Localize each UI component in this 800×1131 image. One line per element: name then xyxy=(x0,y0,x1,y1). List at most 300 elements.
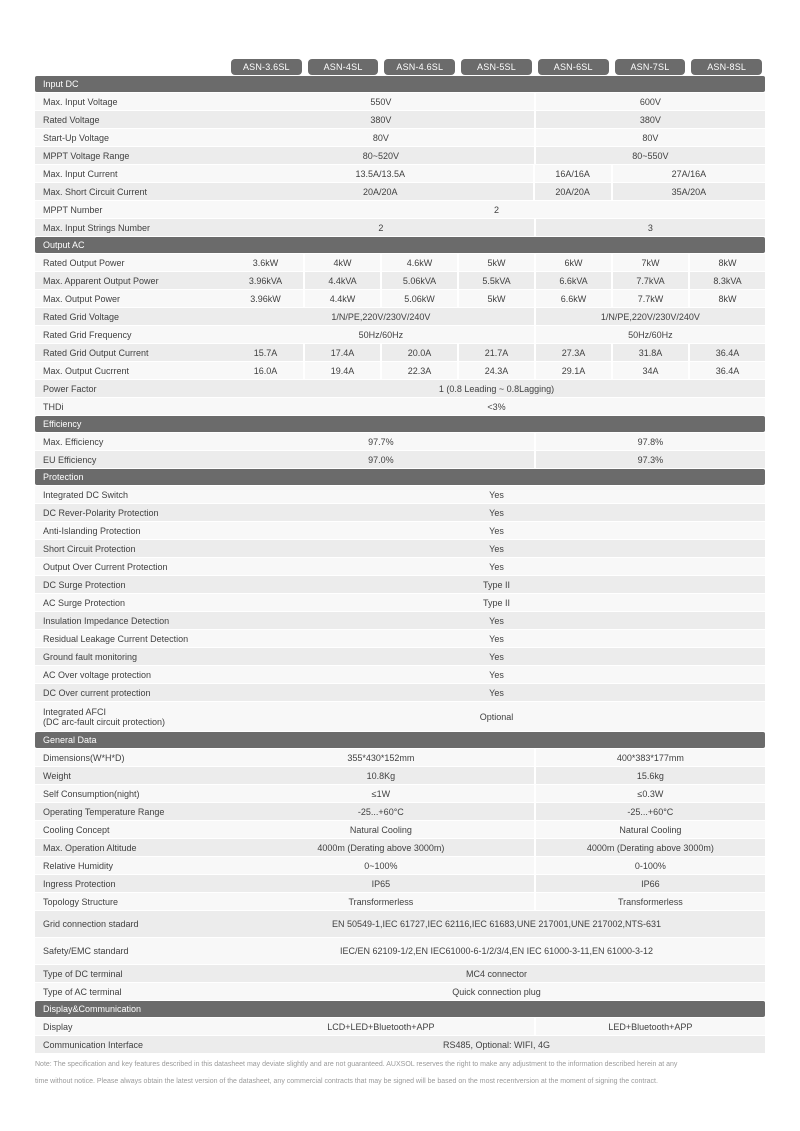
row-label xyxy=(35,558,228,575)
value-cell: 3 xyxy=(534,219,765,236)
row-label-text: Safety/EMC standard xyxy=(43,946,129,956)
row-values xyxy=(228,630,765,647)
value-cell: 20.0A xyxy=(380,344,457,361)
section-header: Display&Communication xyxy=(35,1001,765,1017)
spec-row xyxy=(35,451,765,469)
value-cell: 1/N/PE,220V/230V/240V xyxy=(534,308,765,325)
row-values xyxy=(228,147,765,164)
footnote-line-2: time without notice. Please always obtain the latest version of the datasheet, any commercial contracts that may be signed will be based on the most recentversion at the moment of signing the contract. xyxy=(35,1078,658,1085)
row-label-text: Integrated AFCI xyxy=(43,706,107,717)
row-values xyxy=(228,666,765,683)
row-label-text: DC Surge Protection xyxy=(43,579,126,590)
row-values xyxy=(228,857,765,874)
value-cell: Type II xyxy=(482,597,510,608)
spec-row xyxy=(35,857,765,875)
model-tab: ASN-7SL xyxy=(615,59,686,75)
spec-row xyxy=(35,938,765,965)
spec-row xyxy=(35,380,765,398)
value-cell: IP66 xyxy=(534,875,765,892)
row-label xyxy=(35,857,228,874)
value-cell: 36.4A xyxy=(688,344,765,361)
spec-row xyxy=(35,183,765,201)
row-values xyxy=(228,875,765,892)
row-values xyxy=(228,433,765,450)
row-values xyxy=(228,702,765,731)
row-label xyxy=(35,254,228,271)
row-label-text: Max. Output Power xyxy=(43,293,121,304)
spec-row xyxy=(35,1036,765,1054)
row-label-text: Grid connection stadard xyxy=(43,919,139,929)
value-cell: 4kW xyxy=(303,254,380,271)
row-label-text: Max. Output Cucrrent xyxy=(43,365,130,376)
value-cell: 4000m (Derating above 3000m) xyxy=(317,842,445,853)
value-cell: 6kW xyxy=(534,254,611,271)
value-cell: 15.6kg xyxy=(534,767,765,784)
row-label xyxy=(35,911,228,937)
row-values xyxy=(228,129,765,146)
row-values xyxy=(228,183,765,200)
section-header: Protection xyxy=(35,469,765,485)
row-label xyxy=(35,821,228,838)
value-cell: 3.6kW xyxy=(252,257,279,268)
row-values xyxy=(228,558,765,575)
row-label xyxy=(35,201,228,218)
value-cell: Yes xyxy=(489,669,504,680)
value-cell: ≤1W xyxy=(371,788,391,799)
value-cell: Yes xyxy=(489,507,504,518)
row-label xyxy=(35,684,228,701)
row-label xyxy=(35,290,228,307)
spec-row xyxy=(35,486,765,504)
model-tab: ASN-6SL xyxy=(538,59,609,75)
row-values xyxy=(228,326,765,343)
value-cell: 97.0% xyxy=(368,454,394,465)
value-cell: Yes xyxy=(489,489,504,500)
row-values xyxy=(228,362,765,379)
row-label-text: Ingress Protection xyxy=(43,878,116,889)
spec-row xyxy=(35,254,765,272)
value-cell: 20A/20A xyxy=(533,183,611,200)
spec-row xyxy=(35,308,765,326)
row-values xyxy=(228,576,765,593)
model-tab: ASN-8SL xyxy=(691,59,762,75)
row-label xyxy=(35,767,228,784)
row-label xyxy=(35,147,228,164)
model-tabs xyxy=(228,59,765,75)
row-label-text: Self Consumption(night) xyxy=(43,788,140,799)
value-cell: 4.4kW xyxy=(303,290,380,307)
row-values xyxy=(228,983,765,1000)
value-cell: 5.06kVA xyxy=(380,272,457,289)
value-cell: Transformerless xyxy=(348,896,414,907)
row-label-text: Power Factor xyxy=(43,383,97,394)
row-label xyxy=(35,875,228,892)
section-header: General Data xyxy=(35,732,765,748)
spec-row xyxy=(35,522,765,540)
row-label xyxy=(35,749,228,766)
row-label-text: Max. Short Circuit Current xyxy=(43,186,148,197)
row-label xyxy=(35,219,228,236)
value-cell: 6.6kW xyxy=(534,290,611,307)
spec-row xyxy=(35,93,765,111)
row-label-text: Residual Leakage Current Detection xyxy=(43,633,189,644)
row-label xyxy=(35,785,228,802)
row-label-text: Operating Temperature Range xyxy=(43,806,165,817)
value-cell: Yes xyxy=(489,525,504,536)
value-cell: 3.96kW xyxy=(250,293,281,304)
row-values xyxy=(228,504,765,521)
model-tab: ASN-4.6SL xyxy=(384,59,455,75)
value-cell: 22.3A xyxy=(380,362,457,379)
spec-row xyxy=(35,398,765,416)
row-values xyxy=(228,749,765,766)
spec-row xyxy=(35,702,765,732)
spec-row xyxy=(35,1018,765,1036)
value-cell: 2 xyxy=(378,222,384,233)
row-label-text: Type of DC terminal xyxy=(43,968,123,979)
value-cell: 4.4kVA xyxy=(303,272,380,289)
row-values xyxy=(228,965,765,982)
spec-row xyxy=(35,576,765,594)
spec-row xyxy=(35,767,765,785)
row-values xyxy=(228,803,765,820)
spec-row xyxy=(35,965,765,983)
spec-row xyxy=(35,129,765,147)
value-cell: 1/N/PE,220V/230V/240V xyxy=(331,311,431,322)
value-cell: 5.06kW xyxy=(380,290,457,307)
value-cell: 80~520V xyxy=(362,150,399,161)
value-cell: 29.1A xyxy=(534,362,611,379)
row-label xyxy=(35,803,228,820)
row-label-text: Communication Interface xyxy=(43,1039,144,1050)
row-label-text: DC Rever-Polarity Protection xyxy=(43,507,159,518)
value-cell: MC4 connector xyxy=(465,968,528,979)
spec-row xyxy=(35,290,765,308)
row-label-text: Output Over Current Protection xyxy=(43,561,168,572)
row-values xyxy=(228,839,765,856)
value-cell: 5.5kVA xyxy=(457,272,534,289)
value-cell: 8.3kVA xyxy=(688,272,765,289)
spec-row xyxy=(35,893,765,911)
footnote-line-1: Note: The specification and key features described in this datasheet may deviate slightly and are not guaranteed. AUXSOL reserves the right to make any adjustment to the information described herein at any xyxy=(35,1061,678,1068)
row-label-text: Short Circuit Protection xyxy=(43,543,136,554)
spec-row xyxy=(35,911,765,938)
spec-row xyxy=(35,648,765,666)
row-label-text: Type of AC terminal xyxy=(43,986,122,997)
row-label-text: MPPT Number xyxy=(43,204,103,215)
row-label-text: THDi xyxy=(43,401,64,412)
row-label xyxy=(35,93,228,110)
value-cell: 15.7A xyxy=(253,347,278,358)
spec-table xyxy=(35,59,765,1054)
row-label-text: MPPT Voltage Range xyxy=(43,150,130,161)
value-cell: 7.7kVA xyxy=(611,272,688,289)
row-label-text: Topology Structure xyxy=(43,896,119,907)
value-cell: 5kW xyxy=(457,254,534,271)
section-header: Output AC xyxy=(35,237,765,253)
row-label xyxy=(35,451,228,468)
row-values xyxy=(228,486,765,503)
spec-row xyxy=(35,433,765,451)
spec-row xyxy=(35,558,765,576)
value-cell: LED+Bluetooth+APP xyxy=(534,1018,765,1035)
value-cell: 1 (0.8 Leading ~ 0.8Lagging) xyxy=(438,383,555,394)
row-values xyxy=(228,648,765,665)
row-values xyxy=(228,380,765,397)
row-label xyxy=(35,433,228,450)
value-cell: 0-100% xyxy=(534,857,765,874)
value-cell: 2 xyxy=(493,204,499,215)
row-label-text: EU Efficiency xyxy=(43,454,97,465)
value-cell: 0~100% xyxy=(364,860,398,871)
value-cell: 36.4A xyxy=(688,362,765,379)
value-cell: IEC/EN 62109-1/2,EN IEC61000-6-1/2/3/4,EN IEC 61000-3-11,EN 61000-3-12 xyxy=(339,946,653,956)
value-cell: 13.5A/13.5A xyxy=(355,168,406,179)
row-label-text: Ground fault monitoring xyxy=(43,651,138,662)
value-cell: -25...+60°C xyxy=(357,806,404,817)
row-label-text: Cooling Concept xyxy=(43,824,110,835)
value-cell: 600V xyxy=(534,93,765,110)
spec-row xyxy=(35,344,765,362)
value-cell: Yes xyxy=(489,615,504,626)
row-values xyxy=(228,893,765,910)
value-cell: Yes xyxy=(489,561,504,572)
value-cell: 8kW xyxy=(688,290,765,307)
row-values xyxy=(228,522,765,539)
row-label xyxy=(35,893,228,910)
model-tab: ASN-5SL xyxy=(461,59,532,75)
row-label-text: Max. Operation Altitude xyxy=(43,842,137,853)
row-label-text: Start-Up Voltage xyxy=(43,132,110,143)
row-label xyxy=(35,666,228,683)
value-cell: 7.7kW xyxy=(611,290,688,307)
value-cell: Quick connection plug xyxy=(452,986,541,997)
row-label xyxy=(35,165,228,182)
row-values xyxy=(228,93,765,110)
value-cell: 24.3A xyxy=(457,362,534,379)
row-label-text: Insulation Impedance Detection xyxy=(43,615,170,626)
row-label-text: Rated Grid Voltage xyxy=(43,311,120,322)
spec-row xyxy=(35,165,765,183)
spec-row xyxy=(35,111,765,129)
row-values xyxy=(228,308,765,325)
row-label-text: Max. Input Current xyxy=(43,168,118,179)
row-label-text: Rated Grid Output Current xyxy=(43,347,149,358)
model-tab: ASN-3.6SL xyxy=(231,59,302,75)
value-cell: 19.4A xyxy=(303,362,380,379)
row-label xyxy=(35,965,228,982)
value-cell: 16A/16A xyxy=(533,165,611,182)
spec-row xyxy=(35,147,765,165)
value-cell: 80~550V xyxy=(534,147,765,164)
value-cell: -25...+60°C xyxy=(534,803,765,820)
value-cell: 27A/16A xyxy=(611,165,765,182)
row-values xyxy=(228,1018,765,1035)
value-cell: 400*383*177mm xyxy=(534,749,765,766)
row-label xyxy=(35,308,228,325)
value-cell: 10.8Kg xyxy=(366,770,396,781)
spec-row xyxy=(35,875,765,893)
row-values xyxy=(228,767,765,784)
value-cell: 380V xyxy=(534,111,765,128)
value-cell: IP65 xyxy=(371,878,391,889)
spec-row xyxy=(35,219,765,237)
row-values xyxy=(228,785,765,802)
value-cell: 21.7A xyxy=(457,344,534,361)
spec-row xyxy=(35,362,765,380)
value-cell: Type II xyxy=(482,579,510,590)
row-label xyxy=(35,344,228,361)
value-cell: 355*430*152mm xyxy=(347,752,415,763)
row-label xyxy=(35,576,228,593)
spec-row xyxy=(35,326,765,344)
row-label-text: DC Over current protection xyxy=(43,687,151,698)
row-label-text: Weight xyxy=(43,770,71,781)
row-label xyxy=(35,648,228,665)
row-values xyxy=(228,344,765,361)
row-values xyxy=(228,684,765,701)
row-label xyxy=(35,540,228,557)
row-label xyxy=(35,594,228,611)
value-cell: 3.96kVA xyxy=(248,275,283,286)
value-cell: 34A xyxy=(611,362,688,379)
row-label xyxy=(35,522,228,539)
row-label xyxy=(35,380,228,397)
spec-row xyxy=(35,785,765,803)
spec-row xyxy=(35,540,765,558)
spec-row xyxy=(35,803,765,821)
spec-row xyxy=(35,630,765,648)
row-label xyxy=(35,702,228,731)
row-label xyxy=(35,983,228,1000)
row-label-text-2: (DC arc-fault circuit protection) xyxy=(43,716,166,727)
value-cell: Yes xyxy=(489,687,504,698)
row-values xyxy=(228,272,765,289)
value-cell: 80V xyxy=(372,132,389,143)
row-label xyxy=(35,1036,228,1053)
value-cell: 380V xyxy=(370,114,392,125)
value-cell: 16.0A xyxy=(253,365,278,376)
row-label xyxy=(35,630,228,647)
row-label xyxy=(35,326,228,343)
value-cell: 97.3% xyxy=(534,451,765,468)
value-cell: 550V xyxy=(370,96,392,107)
value-cell: 17.4A xyxy=(303,344,380,361)
value-cell: 50Hz/60Hz xyxy=(358,329,404,340)
value-cell: Transformerless xyxy=(534,893,765,910)
value-cell: Yes xyxy=(489,633,504,644)
value-cell: 97.7% xyxy=(368,436,394,447)
row-label-text: Anti-Islanding Protection xyxy=(43,525,141,536)
row-label xyxy=(35,272,228,289)
row-label-text: Integrated DC Switch xyxy=(43,489,129,500)
row-values xyxy=(228,398,765,415)
spec-row xyxy=(35,272,765,290)
row-values xyxy=(228,254,765,271)
row-label-text: AC Over voltage protection xyxy=(43,669,152,680)
row-label xyxy=(35,938,228,964)
value-cell: <3% xyxy=(487,401,506,412)
value-cell: 20A/20A xyxy=(363,186,398,197)
spec-row xyxy=(35,749,765,767)
row-label-text: Relative Humidity xyxy=(43,860,114,871)
value-cell: RS485, Optional: WIFI, 4G xyxy=(442,1039,551,1050)
value-cell: Optional xyxy=(479,711,514,722)
value-cell: EN 50549-1,IEC 61727,IEC 62116,IEC 61683,UNE 217001,UNE 217002,NTS-631 xyxy=(331,919,662,929)
value-cell: 50Hz/60Hz xyxy=(534,326,765,343)
spec-row xyxy=(35,504,765,522)
value-cell: Yes xyxy=(489,543,504,554)
value-cell: 8kW xyxy=(688,254,765,271)
value-cell: 31.8A xyxy=(611,344,688,361)
value-cell: 6.6kVA xyxy=(534,272,611,289)
value-cell: LCD+LED+Bluetooth+APP xyxy=(327,1021,435,1032)
row-values xyxy=(228,1036,765,1053)
value-cell: ≤0.3W xyxy=(534,785,765,802)
model-tab: ASN-4SL xyxy=(308,59,379,75)
spec-row xyxy=(35,666,765,684)
row-label-text: Dimensions(W*H*D) xyxy=(43,752,125,763)
row-label xyxy=(35,362,228,379)
row-label xyxy=(35,183,228,200)
spec-row xyxy=(35,821,765,839)
footnote xyxy=(35,1056,765,1090)
row-values xyxy=(228,111,765,128)
spec-row xyxy=(35,684,765,702)
spec-row xyxy=(35,594,765,612)
row-values xyxy=(228,290,765,307)
spec-row xyxy=(35,612,765,630)
row-label xyxy=(35,111,228,128)
value-cell: 7kW xyxy=(611,254,688,271)
row-values xyxy=(228,938,765,964)
row-label-text: Max. Input Strings Number xyxy=(43,222,151,233)
section-header: Input DC xyxy=(35,76,765,92)
row-values xyxy=(228,451,765,468)
row-label-text: Display xyxy=(43,1021,73,1032)
row-values xyxy=(228,219,765,236)
row-label xyxy=(35,486,228,503)
value-cell: 4.6kW xyxy=(380,254,457,271)
spec-row xyxy=(35,983,765,1001)
row-label-text: Rated Grid Frequency xyxy=(43,329,132,340)
section-header: Efficiency xyxy=(35,416,765,432)
row-label xyxy=(35,504,228,521)
row-values xyxy=(228,594,765,611)
spec-row xyxy=(35,201,765,219)
spec-row xyxy=(35,839,765,857)
value-cell: 80V xyxy=(534,129,765,146)
row-values xyxy=(228,201,765,218)
value-cell: 97.8% xyxy=(534,433,765,450)
row-label xyxy=(35,398,228,415)
value-cell: 4000m (Derating above 3000m) xyxy=(534,839,765,856)
row-values xyxy=(228,165,765,182)
value-cell: Natural Cooling xyxy=(349,824,412,835)
value-cell: 35A/20A xyxy=(611,183,765,200)
row-label-text: Rated Output Power xyxy=(43,257,125,268)
row-label-text: Max. Input Voltage xyxy=(43,96,118,107)
row-label xyxy=(35,839,228,856)
value-cell: 5kW xyxy=(457,290,534,307)
row-label xyxy=(35,1018,228,1035)
row-values xyxy=(228,540,765,557)
row-label-text: Rated Voltage xyxy=(43,114,100,125)
row-values xyxy=(228,612,765,629)
row-label-text: AC Surge Protection xyxy=(43,597,126,608)
spec-sections xyxy=(35,76,765,1054)
row-label-text: Max. Efficiency xyxy=(43,436,104,447)
